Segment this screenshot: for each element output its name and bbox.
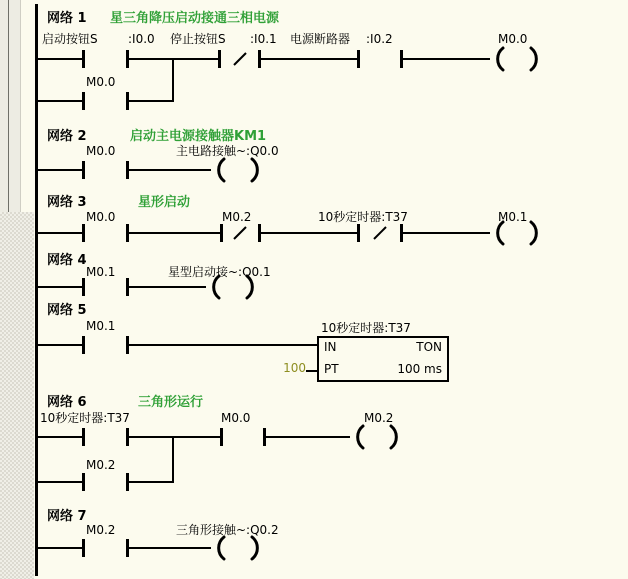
n3-contact3-timer-nc[interactable] — [357, 224, 403, 242]
n6-branch-contact-label: M0.2 — [86, 458, 116, 472]
network-1-comment: 星三角降压启动接通三相电源 — [110, 11, 280, 26]
n3-contact3-label: 10秒定时器:T37 — [318, 210, 408, 224]
n6-coil-label: M0.2 — [364, 411, 394, 425]
n7-contact-no[interactable] — [82, 539, 129, 557]
n5-timer-in-pin-label: IN — [324, 340, 337, 354]
network-3-rung — [38, 222, 536, 244]
network-2-title: 网络 2 — [47, 129, 87, 144]
n6-branch-contact-no[interactable] — [82, 473, 129, 491]
n3-contact1-label: M0.0 — [86, 210, 116, 224]
network-4-rung — [38, 276, 252, 298]
n1-contact2-name-label: 停止按钮S — [170, 32, 226, 46]
n5-timer-title-label: 10秒定时器:T37 — [321, 321, 411, 335]
n5-timer-preset-value[interactable]: 100 — [283, 361, 306, 375]
n3-output-coil[interactable] — [498, 222, 537, 244]
n1-contact-breaker-no[interactable] — [357, 50, 403, 68]
n4-contact-no[interactable] — [82, 278, 129, 296]
n7-output-coil[interactable] — [219, 537, 258, 559]
network-7-rung — [38, 537, 257, 559]
n6-contact-timer-no[interactable] — [82, 428, 129, 446]
n1-contact3-name-label: 电源断路器 — [290, 32, 351, 46]
n7-coil-label: 三角形接触~:Q0.2 — [176, 523, 279, 537]
network-2-rung — [38, 159, 257, 181]
n1-coil-label: M0.0 — [498, 32, 528, 46]
n4-contact1-label: M0.1 — [86, 265, 116, 279]
n6-contact2-label: M0.0 — [221, 411, 251, 425]
n5-timer-pt-pin-label: PT — [324, 362, 339, 376]
network-6-title: 网络 6 — [47, 395, 87, 410]
n5-contact-no[interactable] — [82, 336, 129, 354]
network-6-comment: 三角形运行 — [138, 395, 204, 410]
n2-contact1-label: M0.0 — [86, 144, 116, 158]
n1-contact1-address-label: :I0.0 — [128, 32, 155, 46]
n1-contact-stop-button-nc[interactable] — [218, 50, 261, 68]
n1-branch-contact-label: M0.0 — [86, 75, 116, 89]
network-5-title: 网络 5 — [47, 303, 87, 318]
power-rail — [35, 4, 38, 576]
n4-coil-label: 星型启动接~:Q0.1 — [168, 265, 271, 279]
n3-contact2-nc[interactable] — [220, 224, 261, 242]
network-3-title: 网络 3 — [47, 195, 87, 210]
n5-timer-timebase-label: 100 ms — [397, 362, 442, 376]
network-2-comment: 启动主电源接触器KM1 — [130, 129, 267, 144]
n2-coil-label: 主电路接触~:Q0.0 — [176, 144, 279, 158]
n1-contact1-name-label: 启动按钮S — [42, 32, 98, 46]
network-3-comment: 星形启动 — [138, 195, 191, 210]
n2-contact-no[interactable] — [82, 161, 129, 179]
n6-output-coil[interactable] — [358, 426, 397, 448]
n1-branch-contact-no[interactable] — [82, 92, 129, 110]
network-1-title: 网络 1 — [47, 11, 87, 26]
n1-contact3-address-label: :I0.2 — [366, 32, 393, 46]
n5-timer-type-label: TON — [416, 340, 442, 354]
n1-contact2-address-label: :I0.1 — [250, 32, 277, 46]
n6-contact1-label: 10秒定时器:T37 — [40, 411, 130, 425]
network-7-title: 网络 7 — [47, 509, 87, 524]
n1-contact-start-button-no[interactable] — [82, 50, 129, 68]
network-4-title: 网络 4 — [47, 253, 87, 268]
n3-contact1-no[interactable] — [82, 224, 129, 242]
n6-contact2-no[interactable] — [220, 428, 266, 446]
n5-contact1-label: M0.1 — [86, 319, 116, 333]
n4-output-coil[interactable] — [214, 276, 253, 298]
n1-output-coil[interactable] — [498, 48, 537, 70]
n3-contact2-label: M0.2 — [222, 210, 252, 224]
n3-coil-label: M0.1 — [498, 210, 528, 224]
n2-output-coil[interactable] — [219, 159, 258, 181]
n7-contact1-label: M0.2 — [86, 523, 116, 537]
